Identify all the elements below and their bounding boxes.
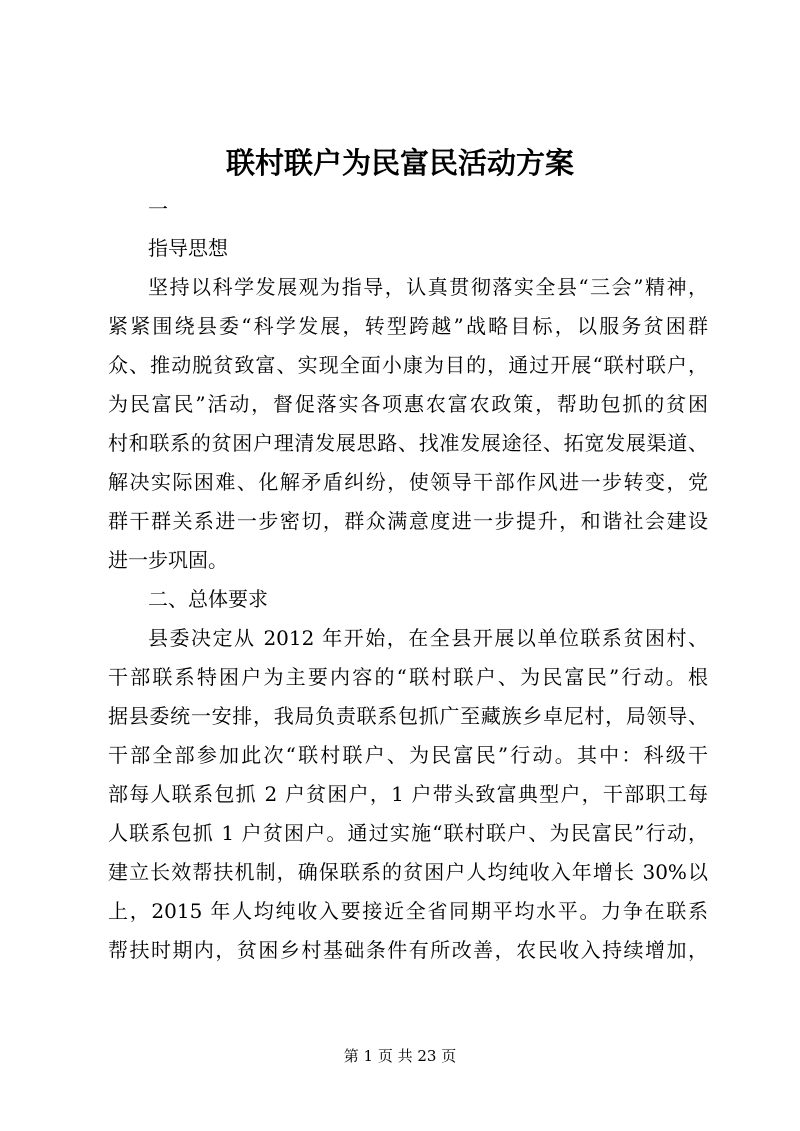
paragraph-line: 据县委统一安排，我局负责联系包抓广至藏族乡卓尼村，局领导、 (108, 704, 708, 728)
paragraph-line: 坚持以科学发展观为指导，认真贯彻落实全县“三会”精神， (148, 275, 708, 299)
paragraph-line: 为民富民”活动，督促落实各项惠农富农政策，帮助包抓的贫困 (108, 392, 708, 416)
section-heading-guiding: 指导思想 (148, 236, 228, 260)
paragraph-line: 建立长效帮扶机制，确保联系的贫困户人均纯收入年增长 30%以 (108, 860, 708, 884)
section-heading-two: 二、总体要求 (148, 587, 268, 611)
paragraph-line: 干部全部参加此次“联村联户、为民富民”行动。其中：科级干 (108, 743, 708, 767)
paragraph-line: 帮扶时期内，贫困乡村基础条件有所改善，农民收入持续增加， (108, 938, 708, 962)
document-title: 联村联户为民富民活动方案 (225, 146, 574, 180)
paragraph-line: 紧紧围绕县委“科学发展，转型跨越”战略目标，以服务贫困群 (108, 314, 708, 338)
paragraph-line: 村和联系的贫困户理清发展思路、找准发展途径、拓宽发展渠道、 (108, 431, 708, 455)
paragraph-guiding-thought (108, 268, 708, 580)
page-number-footer: 第 1 页 共 23 页 (343, 1047, 457, 1065)
paragraph-line: 解决实际困难、化解矛盾纠纷，使领导干部作风进一步转变，党 (108, 470, 708, 494)
paragraph-line: 进一步巩固。 (108, 548, 228, 572)
paragraph-line: 上，2015 年人均纯收入要接近全省同期平均水平。力争在联系 (108, 899, 708, 923)
paragraph-line: 县委决定从 2012 年开始，在全县开展以单位联系贫困村、 (148, 626, 708, 650)
paragraph-line: 干部联系特困户为主要内容的“联村联户、为民富民”行动。根 (108, 665, 708, 689)
paragraph-line: 部每人联系包抓 2 户贫困户，1 户带头致富典型户，干部职工每 (108, 782, 708, 806)
section-heading-one: 一 (148, 197, 168, 221)
paragraph-line: 众、推动脱贫致富、实现全面小康为目的，通过开展“联村联户， (108, 353, 708, 377)
paragraph-line: 群干群关系进一步密切，群众满意度进一步提升，和谐社会建设 (108, 509, 708, 533)
paragraph-line: 人联系包抓 1 户贫困户。通过实施“联村联户、为民富民”行动， (108, 821, 708, 845)
paragraph-overall-requirements (108, 619, 708, 970)
document-body (108, 190, 708, 970)
